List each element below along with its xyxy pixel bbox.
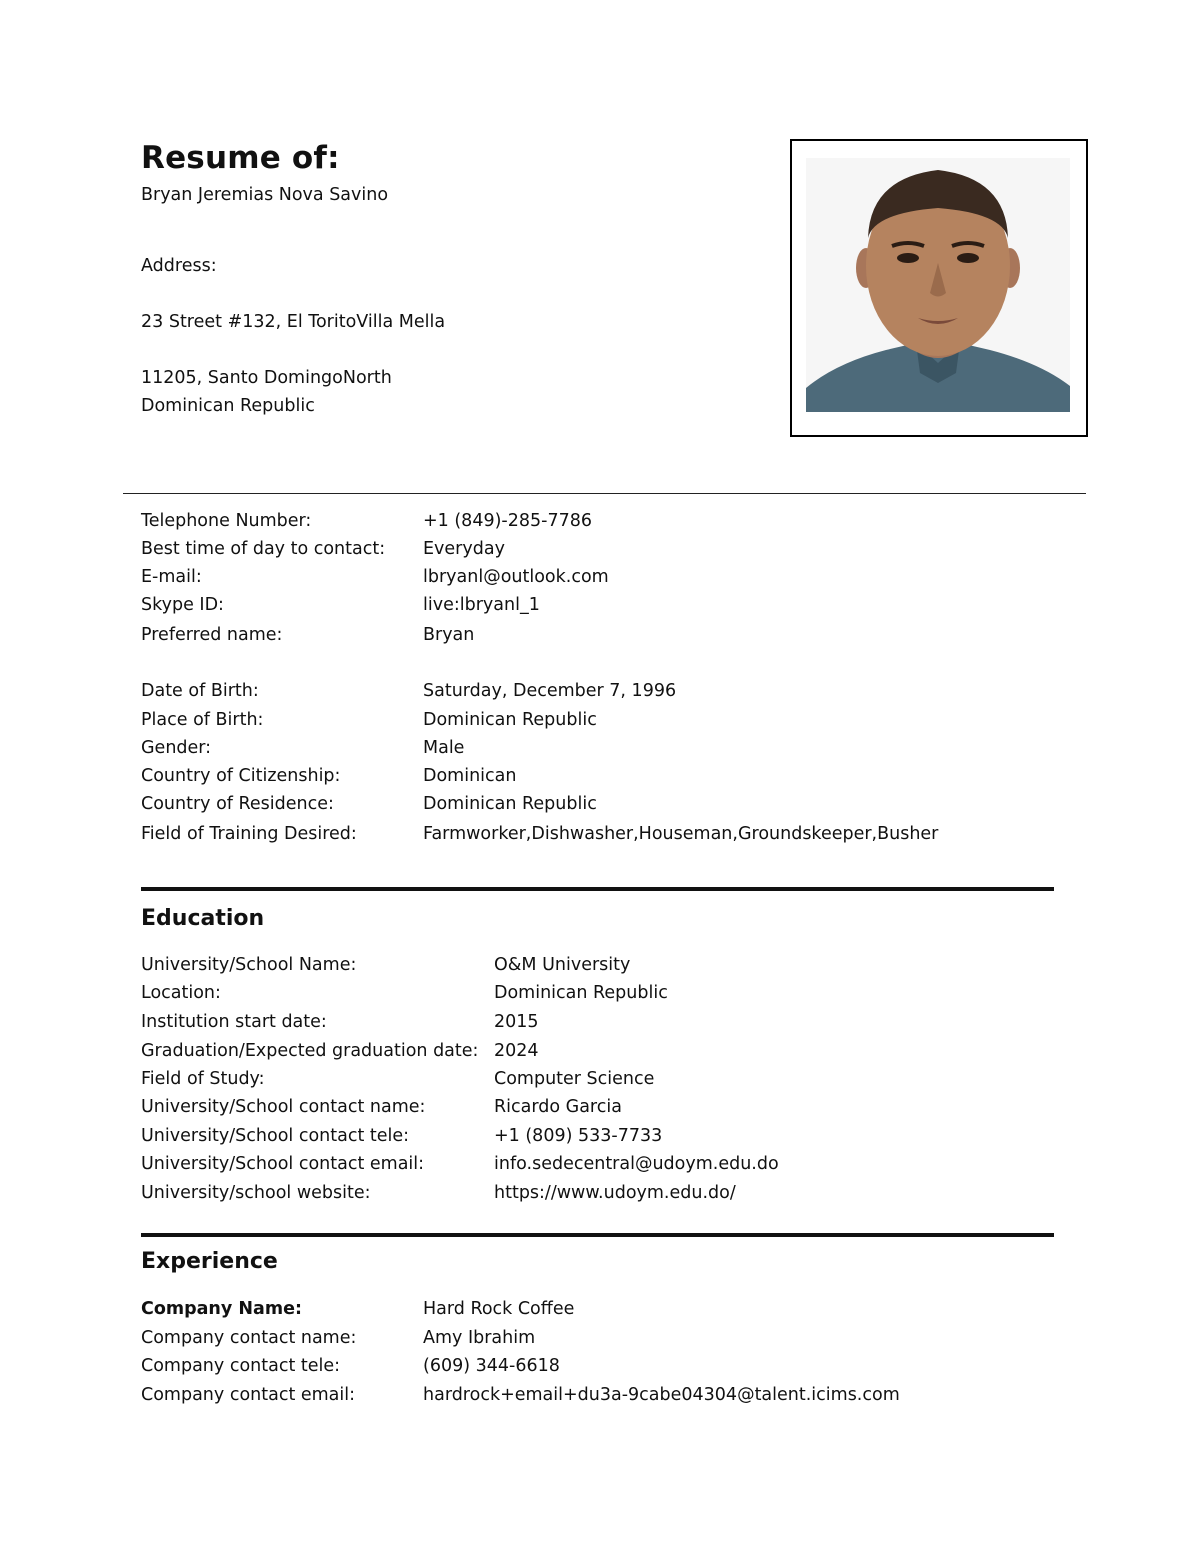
address-label: Address: <box>141 256 217 276</box>
section-divider <box>141 1233 1054 1237</box>
experience-value: Amy Ibrahim <box>423 1328 536 1348</box>
education-label: Graduation/Expected graduation date: <box>141 1041 479 1061</box>
experience-label: Company contact name: <box>141 1328 357 1348</box>
education-label: Institution start date: <box>141 1012 327 1032</box>
education-label: University/School contact name: <box>141 1097 426 1117</box>
education-value: 2024 <box>494 1041 539 1061</box>
contact-label: Best time of day to contact: <box>141 539 386 559</box>
education-value: 2015 <box>494 1012 539 1032</box>
contact-label: Preferred name: <box>141 625 283 645</box>
address-line-2: 11205, Santo DomingoNorth <box>141 368 392 388</box>
education-label: Field of Study: <box>141 1069 265 1089</box>
experience-label: Company contact tele: <box>141 1356 341 1376</box>
education-label: University/School contact tele: <box>141 1126 410 1146</box>
experience-value: Hard Rock Coffee <box>423 1299 575 1319</box>
education-heading: Education <box>141 906 265 931</box>
personal-label: Gender: <box>141 738 212 758</box>
experience-value: (609) 344-6618 <box>423 1356 560 1376</box>
personal-value: Dominican <box>423 766 517 786</box>
education-value: Ricardo Garcia <box>494 1097 622 1117</box>
portrait-photo <box>806 158 1070 412</box>
contact-value: live:lbryanl_1 <box>423 595 540 615</box>
experience-heading: Experience <box>141 1249 278 1274</box>
section-divider <box>141 887 1054 891</box>
header-divider <box>123 493 1086 494</box>
personal-value: Saturday, December 7, 1996 <box>423 681 677 701</box>
photo-frame <box>790 139 1088 437</box>
education-value: +1 (809) 533-7733 <box>494 1126 663 1146</box>
personal-label: Field of Training Desired: <box>141 824 357 844</box>
contact-value: lbryanl@outlook.com <box>423 567 609 587</box>
education-value: Computer Science <box>494 1069 655 1089</box>
personal-value: Farmworker,Dishwasher,Houseman,Groundskeeper,Busher <box>423 824 939 844</box>
contact-value: Everyday <box>423 539 505 559</box>
personal-label: Country of Residence: <box>141 794 334 814</box>
personal-value: Male <box>423 738 465 758</box>
experience-label: Company contact email: <box>141 1385 356 1405</box>
education-value: O&M University <box>494 955 631 975</box>
personal-label: Date of Birth: <box>141 681 259 701</box>
education-label: Location: <box>141 983 221 1003</box>
personal-value: Dominican Republic <box>423 710 597 730</box>
education-label: University/School Name: <box>141 955 357 975</box>
education-value: Dominican Republic <box>494 983 668 1003</box>
experience-value: hardrock+email+du3a-9cabe04304@talent.icims.com <box>423 1385 900 1405</box>
page-title: Resume of: <box>141 140 340 176</box>
contact-label: Skype ID: <box>141 595 224 615</box>
contact-value: +1 (849)-285-7786 <box>423 511 592 531</box>
experience-label: Company Name: <box>141 1299 302 1319</box>
contact-label: E-mail: <box>141 567 202 587</box>
education-value: info.sedecentral@udoym.edu.do <box>494 1154 779 1174</box>
personal-value: Dominican Republic <box>423 794 597 814</box>
education-label: University/school website: <box>141 1183 371 1203</box>
address-line-1: 23 Street #132, El ToritoVilla Mella <box>141 312 446 332</box>
personal-label: Country of Citizenship: <box>141 766 341 786</box>
address-line-3: Dominican Republic <box>141 396 315 416</box>
portrait-image <box>806 158 1070 412</box>
education-label: University/School contact email: <box>141 1154 425 1174</box>
applicant-name: Bryan Jeremias Nova Savino <box>141 185 389 205</box>
personal-label: Place of Birth: <box>141 710 264 730</box>
education-value: https://www.udoym.edu.do/ <box>494 1183 736 1203</box>
contact-label: Telephone Number: <box>141 511 312 531</box>
contact-value: Bryan <box>423 625 475 645</box>
